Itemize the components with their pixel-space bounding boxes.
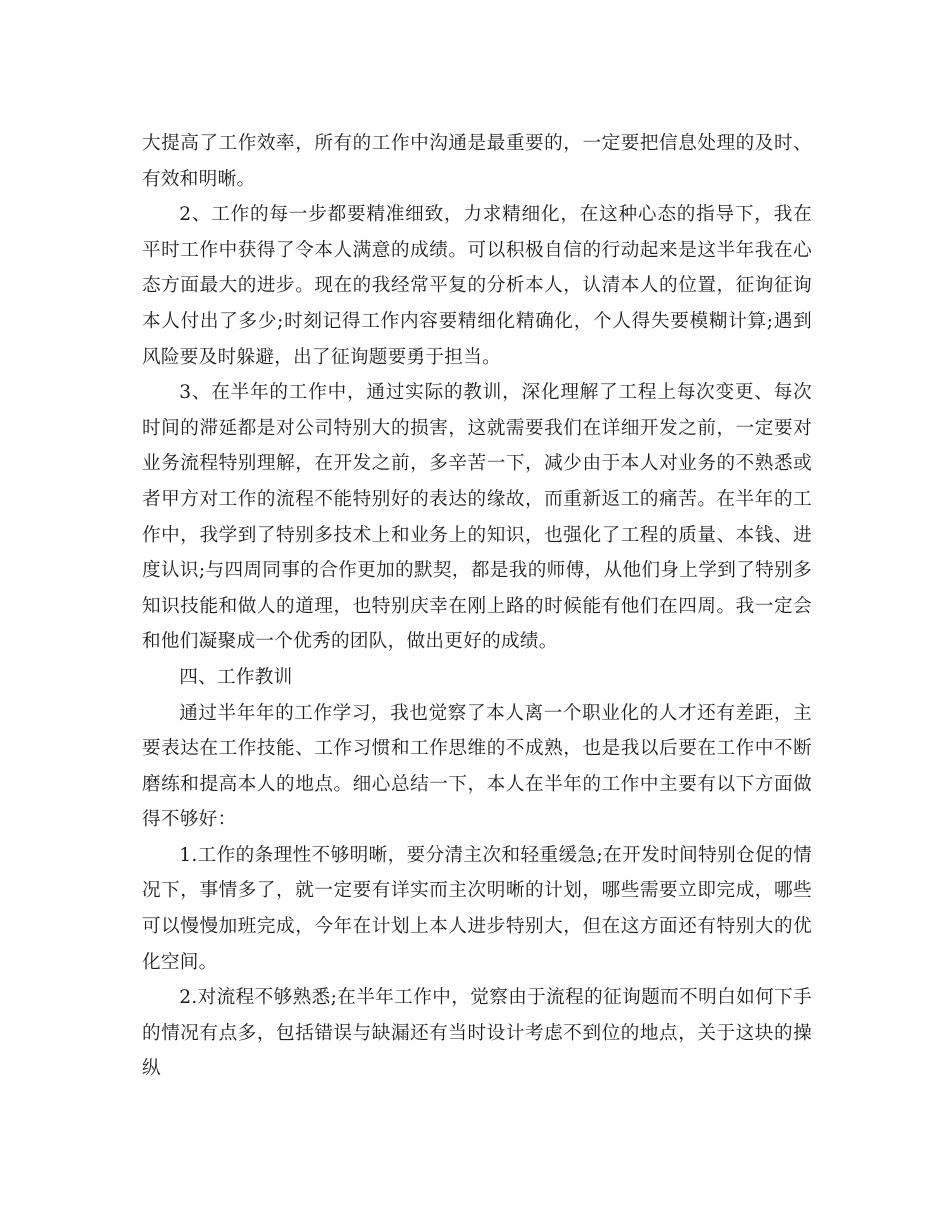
paragraph-4: 通过半年年的工作学习，我也觉察了本人离一个职业化的人才还有差距，主要表达在工作技能、工作习惯和工作思维的不成熟，也是我以后要在工作中不断磨练和提高本人的地点。细心总结一下，本人在半年的工作中主要有以下方面做得不够好： <box>142 702 812 831</box>
paragraph-2: 2、工作的每一步都要精准细致，力求精细化，在这种心态的指导下，我在平时工作中获得了令本人满意的成绩。可以积极自信的行动起来是这半年我在心态方面最大的进步。现在的我经常平复的分析本人，认清本人的位置，征询征询本人付出了多少;时刻记得工作内容要精细化精确化，个人得失要模糊计算;遇到风险要及时躲避，出了征询题要勇于担当。 <box>142 204 812 368</box>
paragraph-1: 大提高了工作效率，所有的工作中沟通是最重要的，一定要把信息处理的及时、有效和明晰。 <box>142 133 812 190</box>
document-body <box>142 126 812 1087</box>
paragraph-3: 3、在半年的工作中，通过实际的教训，深化理解了工程上每次变更、每次时间的滞延都是对公司特别大的损害，这就需要我们在详细开发之前，一定要对业务流程特别理解，在开发之前，多辛苦一下，减少由于本人对业务的不熟悉或者甲方对工作的流程不能特别好的表达的缘故，而重新返工的痛苦。在半年的工作中，我学到了特别多技术上和业务上的知识，也强化了工程的质量、本钱、进度认识;与四周同事的合作更加的默契，都是我的师傅，从他们身上学到了特别多知识技能和做人的道理，也特别庆幸在刚上路的时候能有他们在四周。我一定会和他们凝聚成一个优秀的团队，做出更好的成绩。 <box>142 382 812 653</box>
paragraph-6: 2.对流程不够熟悉;在半年工作中，觉察由于流程的征询题而不明白如何下手的情况有点多，包括错误与缺漏还有当时设计考虑不到位的地点，关于这块的操纵 <box>142 987 812 1080</box>
section-heading-work-lessons: 四、工作教训 <box>179 666 293 688</box>
paragraph-5: 1.工作的条理性不够明晰，要分清主次和轻重缓急;在开发时间特别仓促的情况下，事情多了，就一定要有详实而主次明晰的计划，哪些需要立即完成，哪些可以慢慢加班完成，今年在计划上本人进步特别大，但在这方面还有特别大的优化空间。 <box>142 844 812 973</box>
